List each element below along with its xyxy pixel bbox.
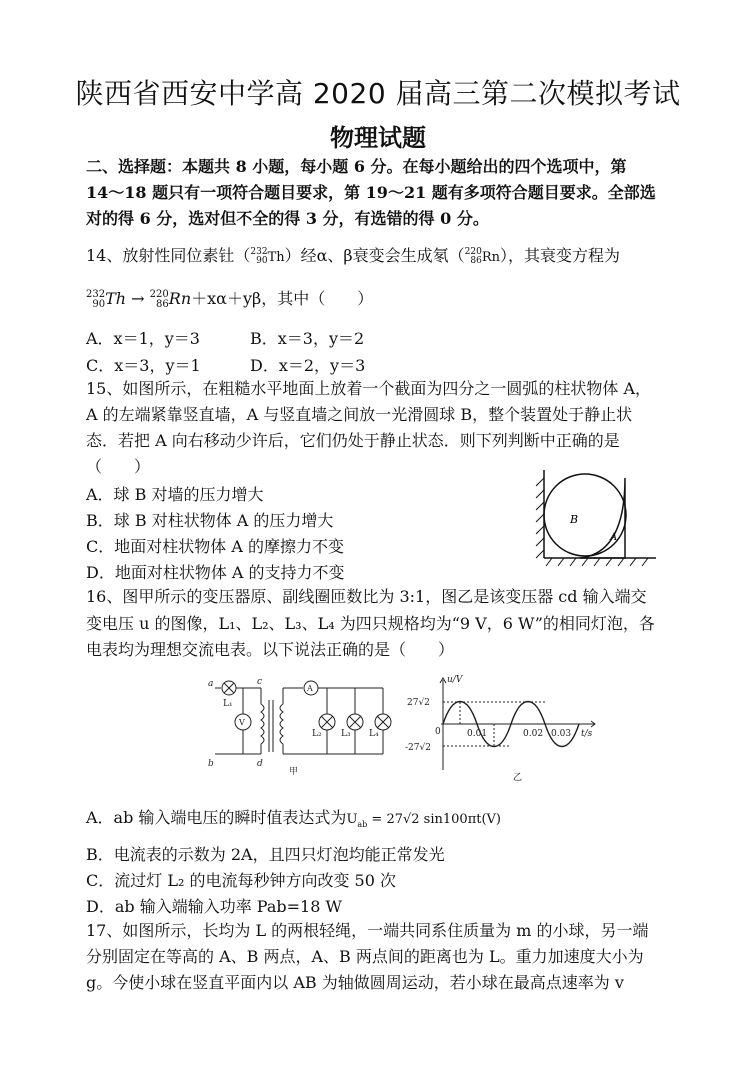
ground-hatch [546,558,648,566]
th-symbol: Th [267,250,285,265]
q15-stem-line1: 15、如图所示，在粗糙水平地面上放着一个截面为四分之一圆弧的柱状物体 A， [86,379,652,398]
caption-jia: 甲 [289,767,299,777]
q14-text-a: 14、放射性同位素钍（ [86,246,251,265]
th-nuclide-small [250,248,267,266]
page-subtitle: 物理试题 [330,124,426,152]
eq-rn-number: 86 [156,298,169,310]
terminal-b: b [208,759,214,769]
q17-stem-line1: 17、如图所示，长均为 L 的两根轻绳，一端共同系住质量为 m 的小球，另一端 [86,921,649,940]
arrow-icon: → [131,289,145,308]
q17-stem-line2: 分别固定在等高的 A、B 两点，A、B 两点间的距离也为 L。重力加速度大小为 [86,947,644,966]
q15-option-a: A．球 B 对墙的压力增大 [86,485,264,504]
label-v: V [239,718,245,727]
page-title: 陕西省西安中学高 2020 届高三第二次模拟考试 [75,77,681,110]
caption-yi: 乙 [513,773,523,783]
q14-text-c: ），其衰变方程为 [500,246,621,265]
th-mass: 232 [250,246,268,257]
section-instructions-line1: 二、选择题：本题共 8 小题，每小题 6 分。在每小题给出的四个选项中，第 [86,157,627,176]
q16-stem-line3: 电表均为理想交流电表。以下说法正确的是（ ） [86,640,455,659]
eq-th-symbol: Th [105,289,127,308]
label-l4: L₄ [369,729,379,739]
q15-option-b: B．球 B 对柱状物体 A 的压力增大 [86,511,334,530]
eq-th-number: 90 [92,298,106,310]
rn-symbol: Rn [481,250,501,265]
q16-stem-line2: 变电压 u 的图像，L₁、L₂、L₃、L₄ 为四只规格均为“9 V，6 W”的相同灯泡，各 [86,614,655,633]
q15-stem-line2: A 的左端紧靠竖直墙，A 与竖直墙之间放一光滑圆球 B，整个装置处于静止状 [86,405,633,424]
q14-stem-line1 [86,245,620,269]
wall-hatch [536,478,544,558]
graph-t2-label: 0.02 [523,729,544,739]
q15-stem-line3: 态．若把 A 向右移动少许后，它们仍处于静止状态．则下列判断中正确的是 [86,431,620,450]
q14-text-b: ）经α、β衰变会生成氡（ [284,246,465,265]
graph-t3-label: 0.03 [551,729,572,739]
primary-coil [261,704,264,744]
section-instructions-line2: 14～18 题只有一项符合题目要求，第 19～21 题有多项符合题目要求。全部选 [86,183,656,202]
q14-option-d: D．x＝2，y＝3 [250,356,366,375]
q14-option-a: A．x＝1，y＝3 [86,329,200,348]
graph-y-label: u/V [447,675,463,685]
rn-nuclide-small [465,248,482,266]
terminal-a: a [208,679,214,689]
rn-number: 86 [470,255,482,266]
graph-ymax-label: 27√2 [407,698,430,708]
q16-option-a-text: A．ab 输入端电压的瞬时值表达式为 [86,808,347,827]
secondary-coil [280,704,283,744]
q15-figure [530,468,660,568]
q14-equation [86,288,373,310]
label-a: A [610,532,618,543]
q14-option-c: C．x＝3，y＝1 [86,356,201,375]
terminal-c: c [257,677,263,687]
section-instructions-line3: 对的得 6 分，选对但不全的得 3 分，有选错的得 0 分。 [86,209,489,228]
th-number: 90 [256,255,268,266]
formula-u-sub: ab [357,820,368,830]
eq-th-nums [86,290,105,310]
rn-mass: 220 [464,246,482,257]
graph-x-label: t/s [581,729,593,739]
q16-circuit-figure [205,674,395,784]
eq-th-mass: 232 [86,288,106,300]
ball-b [544,474,626,556]
eq-rn-nums [150,290,169,310]
q16-option-b: B．电流表的示数为 2A，且四只灯泡均能正常发光 [86,845,445,864]
q16-option-c: C．流过灯 L₂ 的电流每秒钟方向改变 50 次 [86,871,396,890]
q14-equation-tail: ＋xα＋yβ，其中（ ） [191,289,374,308]
q16-option-a [86,807,501,836]
graph-t1-label: 0.01 [467,729,488,739]
graph-origin-label: 0 [435,727,441,737]
eq-rn-symbol: Rn [168,289,192,308]
graph-ymin-label: -27√2 [405,743,431,753]
q16-voltage-graph [405,672,605,790]
q15-stem-line4: （ ） [86,457,151,476]
label-b: B [570,513,579,526]
q16-option-d: D．ab 输入端输入功率 Pab=18 W [86,897,342,916]
q15-option-c: C．地面对柱状物体 A 的摩擦力不变 [86,537,344,556]
label-l3: L₃ [341,729,351,739]
eq-rn-mass: 220 [149,288,169,300]
q17-stem-line3: g。今使小球在竖直平面内以 AB 为轴做圆周运动，若小球在最高点速率为 v [86,973,624,992]
formula-rhs: = 27√2 sin100πt(V) [367,812,501,827]
label-l2: L₂ [312,729,322,739]
label-l1: L₁ [223,699,233,709]
q16-stem-line1: 16、图甲所示的变压器原、副线圈匝数比为 3:1，图乙是该变压器 cd 输入端交 [86,587,647,606]
q15-option-d: D．地面对柱状物体 A 的支持力不变 [86,563,345,582]
terminal-d: d [257,759,263,769]
q14-option-b: B．x＝3，y＝2 [250,329,365,348]
formula-u: U [346,812,358,827]
label-ammeter: A [307,684,313,693]
